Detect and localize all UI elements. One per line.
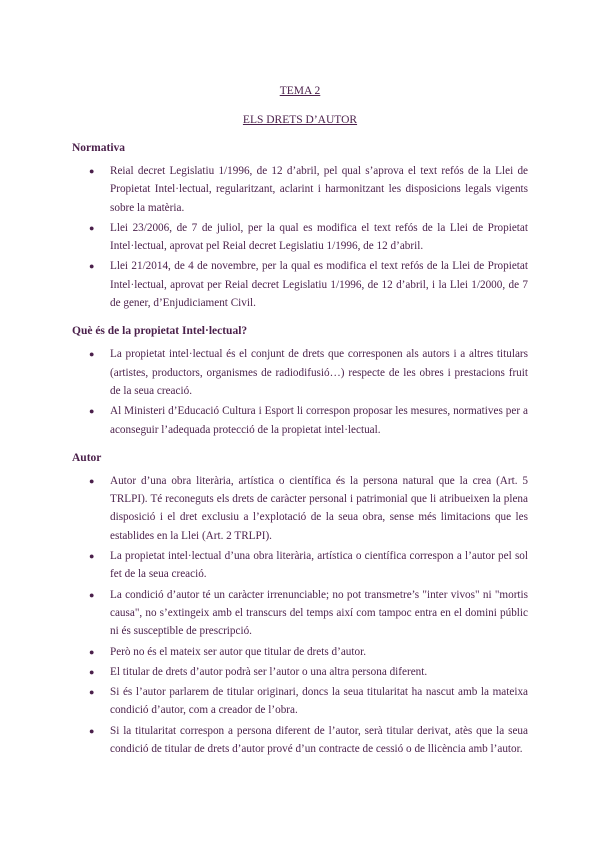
bullet-icon: ● (89, 646, 95, 657)
list-item (72, 345, 528, 400)
section-heading-autor: Autor (72, 451, 102, 464)
list-item-text: La propietat intel·lectual d’una obra literària, artística o científica correspon a l’autor pel sol fet de la seua creació. (110, 550, 528, 581)
list-item (72, 219, 528, 256)
list-item-text: Autor d’una obra literària, artística o científica és la persona natural que la crea (Art. 5 TRLPI). Té reconeguts els drets de caràcter personal i patrimonial que li atribueixen la plena disposició i el dret exclusiu a l’explotació de la seua obra, sense més limitacions que les establides en la Llei (Art. 2 TRLPI). (110, 474, 528, 542)
list-item-text: Si és l’autor parlarem de titular originari, doncs la seua titularitat ha nascut amb la mateixa condició d’autor, com a creador de l’obra. (110, 686, 528, 717)
bullet-icon: ● (89, 475, 95, 486)
list-item (72, 547, 528, 584)
list-item (72, 683, 528, 720)
bullet-icon: ● (89, 725, 95, 736)
list-item-text: Si la titularitat correspon a persona diferent de l’autor, serà titular derivat, atès que la seua condició de titular de drets d’autor prové d’un contracte de cessió o de llicència amb l’autor. (110, 724, 528, 756)
list-item (72, 257, 528, 312)
bullet-list-propietat-intellectual (72, 345, 528, 438)
list-item (72, 162, 528, 217)
list-item-text: Reial decret Legislatiu 1/1996, de 12 d’abril, pel qual s’aprova el text refós de la Llei de Propietat Intel·lectual, regularitzant, aclarint i harmonitzant les disposicions legals vigents sobre la matèria. (110, 165, 528, 214)
bullet-list-normativa (72, 162, 528, 312)
document-main-title: ELS DRETS D’AUTOR (242, 114, 358, 126)
list-item (72, 402, 528, 439)
list-item-text: El titular de drets d’autor podrà ser l’autor o una altra persona diferent. (110, 665, 428, 678)
bullet-icon: ● (89, 349, 95, 360)
list-item-text: Al Ministeri d’Educació Cultura i Esport li correspon proposar les mesures, normatives per a aconseguir l’adequada protecció de la propietat intel·lectual. (110, 405, 528, 436)
list-item (72, 472, 528, 545)
list-item-text: Llei 23/2006, de 7 de juliol, per la qual es modifica el text refós de la Llei de Propietat Intel·lectual, aprovat pel Reial decret Legislatiu 1/1996, de 12 d’abril. (110, 221, 528, 253)
list-item-text: Però no és el mateix ser autor que titular de drets d’autor. (110, 645, 366, 658)
bullet-icon: ● (89, 261, 95, 272)
section-heading-propietat-intellectual: Què és de la propietat Intel·lectual? (72, 325, 248, 338)
list-item (72, 586, 528, 641)
list-item-text: La condició d’autor té un caràcter irrenunciable; no pot transmetre’s "inter vivos" ni "mortis causa", no s’extingeix amb el transcurs del temps així com tampoc entra en el domini públic ni és susceptible de prescripció. (110, 588, 528, 638)
bullet-icon: ● (89, 166, 95, 176)
list-item (72, 663, 528, 681)
bullet-icon: ● (89, 666, 95, 677)
list-item (72, 722, 528, 759)
list-item-text: La propietat intel·lectual és el conjunt de drets que corresponen als autors i a altres titulars (artistes, productors, organismes de radiodifusió…) respecte de les obres i prestacions fruit de la seua creació. (110, 348, 528, 397)
list-item-text: Llei 21/2014, de 4 de novembre, per la qual es modifica el text refós de la Llei de Propietat Intel·lectual, aprovat per Reial decret Legislatiu 1/1996, de 12 d’abril, i la Llei 1/2000, de 7 de gener, d’Enjudiciament Civil. (110, 260, 528, 310)
bullet-icon: ● (89, 687, 95, 698)
list-item (72, 643, 528, 661)
bullet-icon: ● (89, 406, 95, 417)
bullet-list-autor (72, 472, 528, 758)
bullet-icon: ● (89, 222, 95, 233)
bullet-icon: ● (89, 551, 95, 562)
document-topic-title: TEMA 2 (279, 85, 321, 97)
document-page (72, 80, 528, 760)
section-heading-normativa: Normativa (72, 142, 126, 154)
bullet-icon: ● (89, 589, 95, 600)
